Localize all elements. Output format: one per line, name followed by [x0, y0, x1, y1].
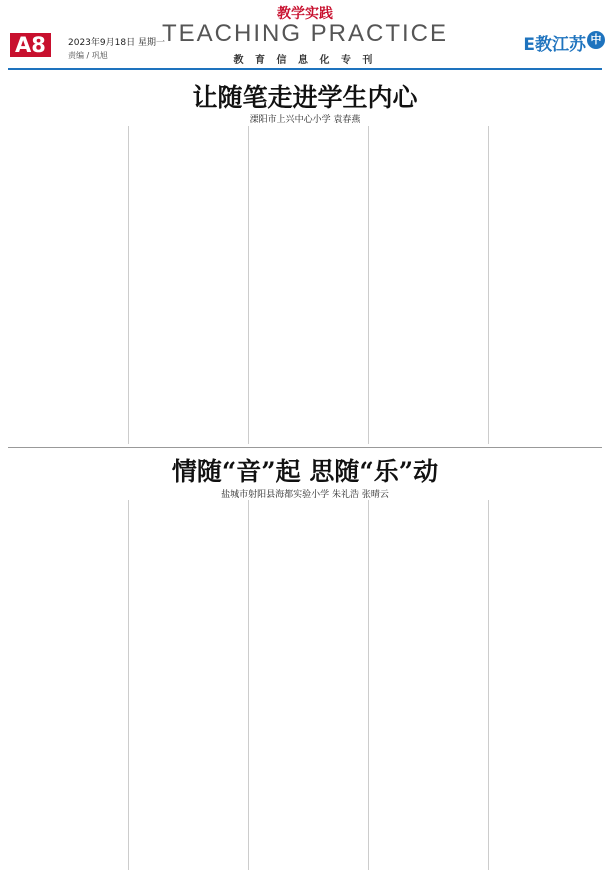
column-title-cn: 教学实践	[277, 6, 333, 22]
article2-title: 情随“音”起 思随“乐”动	[171, 457, 439, 486]
brand-icon: 中	[587, 31, 605, 49]
column-divider	[248, 126, 249, 444]
column-title-en: TEACHING PRACTICE	[161, 20, 449, 47]
masthead-rule	[8, 68, 602, 70]
article1-byline: 溧阳市上兴中心小学 袁春燕	[249, 115, 361, 125]
column-divider	[248, 500, 249, 870]
article2-byline: 盐城市射阳县海都实验小学 朱礼浩 张晴云	[221, 490, 389, 500]
issue-date: 2023年9月18日 星期一	[68, 38, 165, 48]
column-divider	[128, 500, 129, 870]
page-number-tag: A8	[10, 33, 51, 57]
column-divider	[128, 126, 129, 444]
brand-logo: E教江苏	[523, 35, 586, 55]
article1-title: 让随笔走进学生内心	[192, 83, 418, 112]
column-divider	[368, 126, 369, 444]
column-subtitle: 教 育 信 息 化 专 刊	[233, 55, 377, 66]
column-divider	[488, 126, 489, 444]
column-divider	[488, 500, 489, 870]
article-separator	[8, 447, 602, 448]
issue-editor: 责编 / 巩旭	[68, 51, 108, 60]
masthead	[0, 0, 610, 72]
column-divider	[368, 500, 369, 870]
